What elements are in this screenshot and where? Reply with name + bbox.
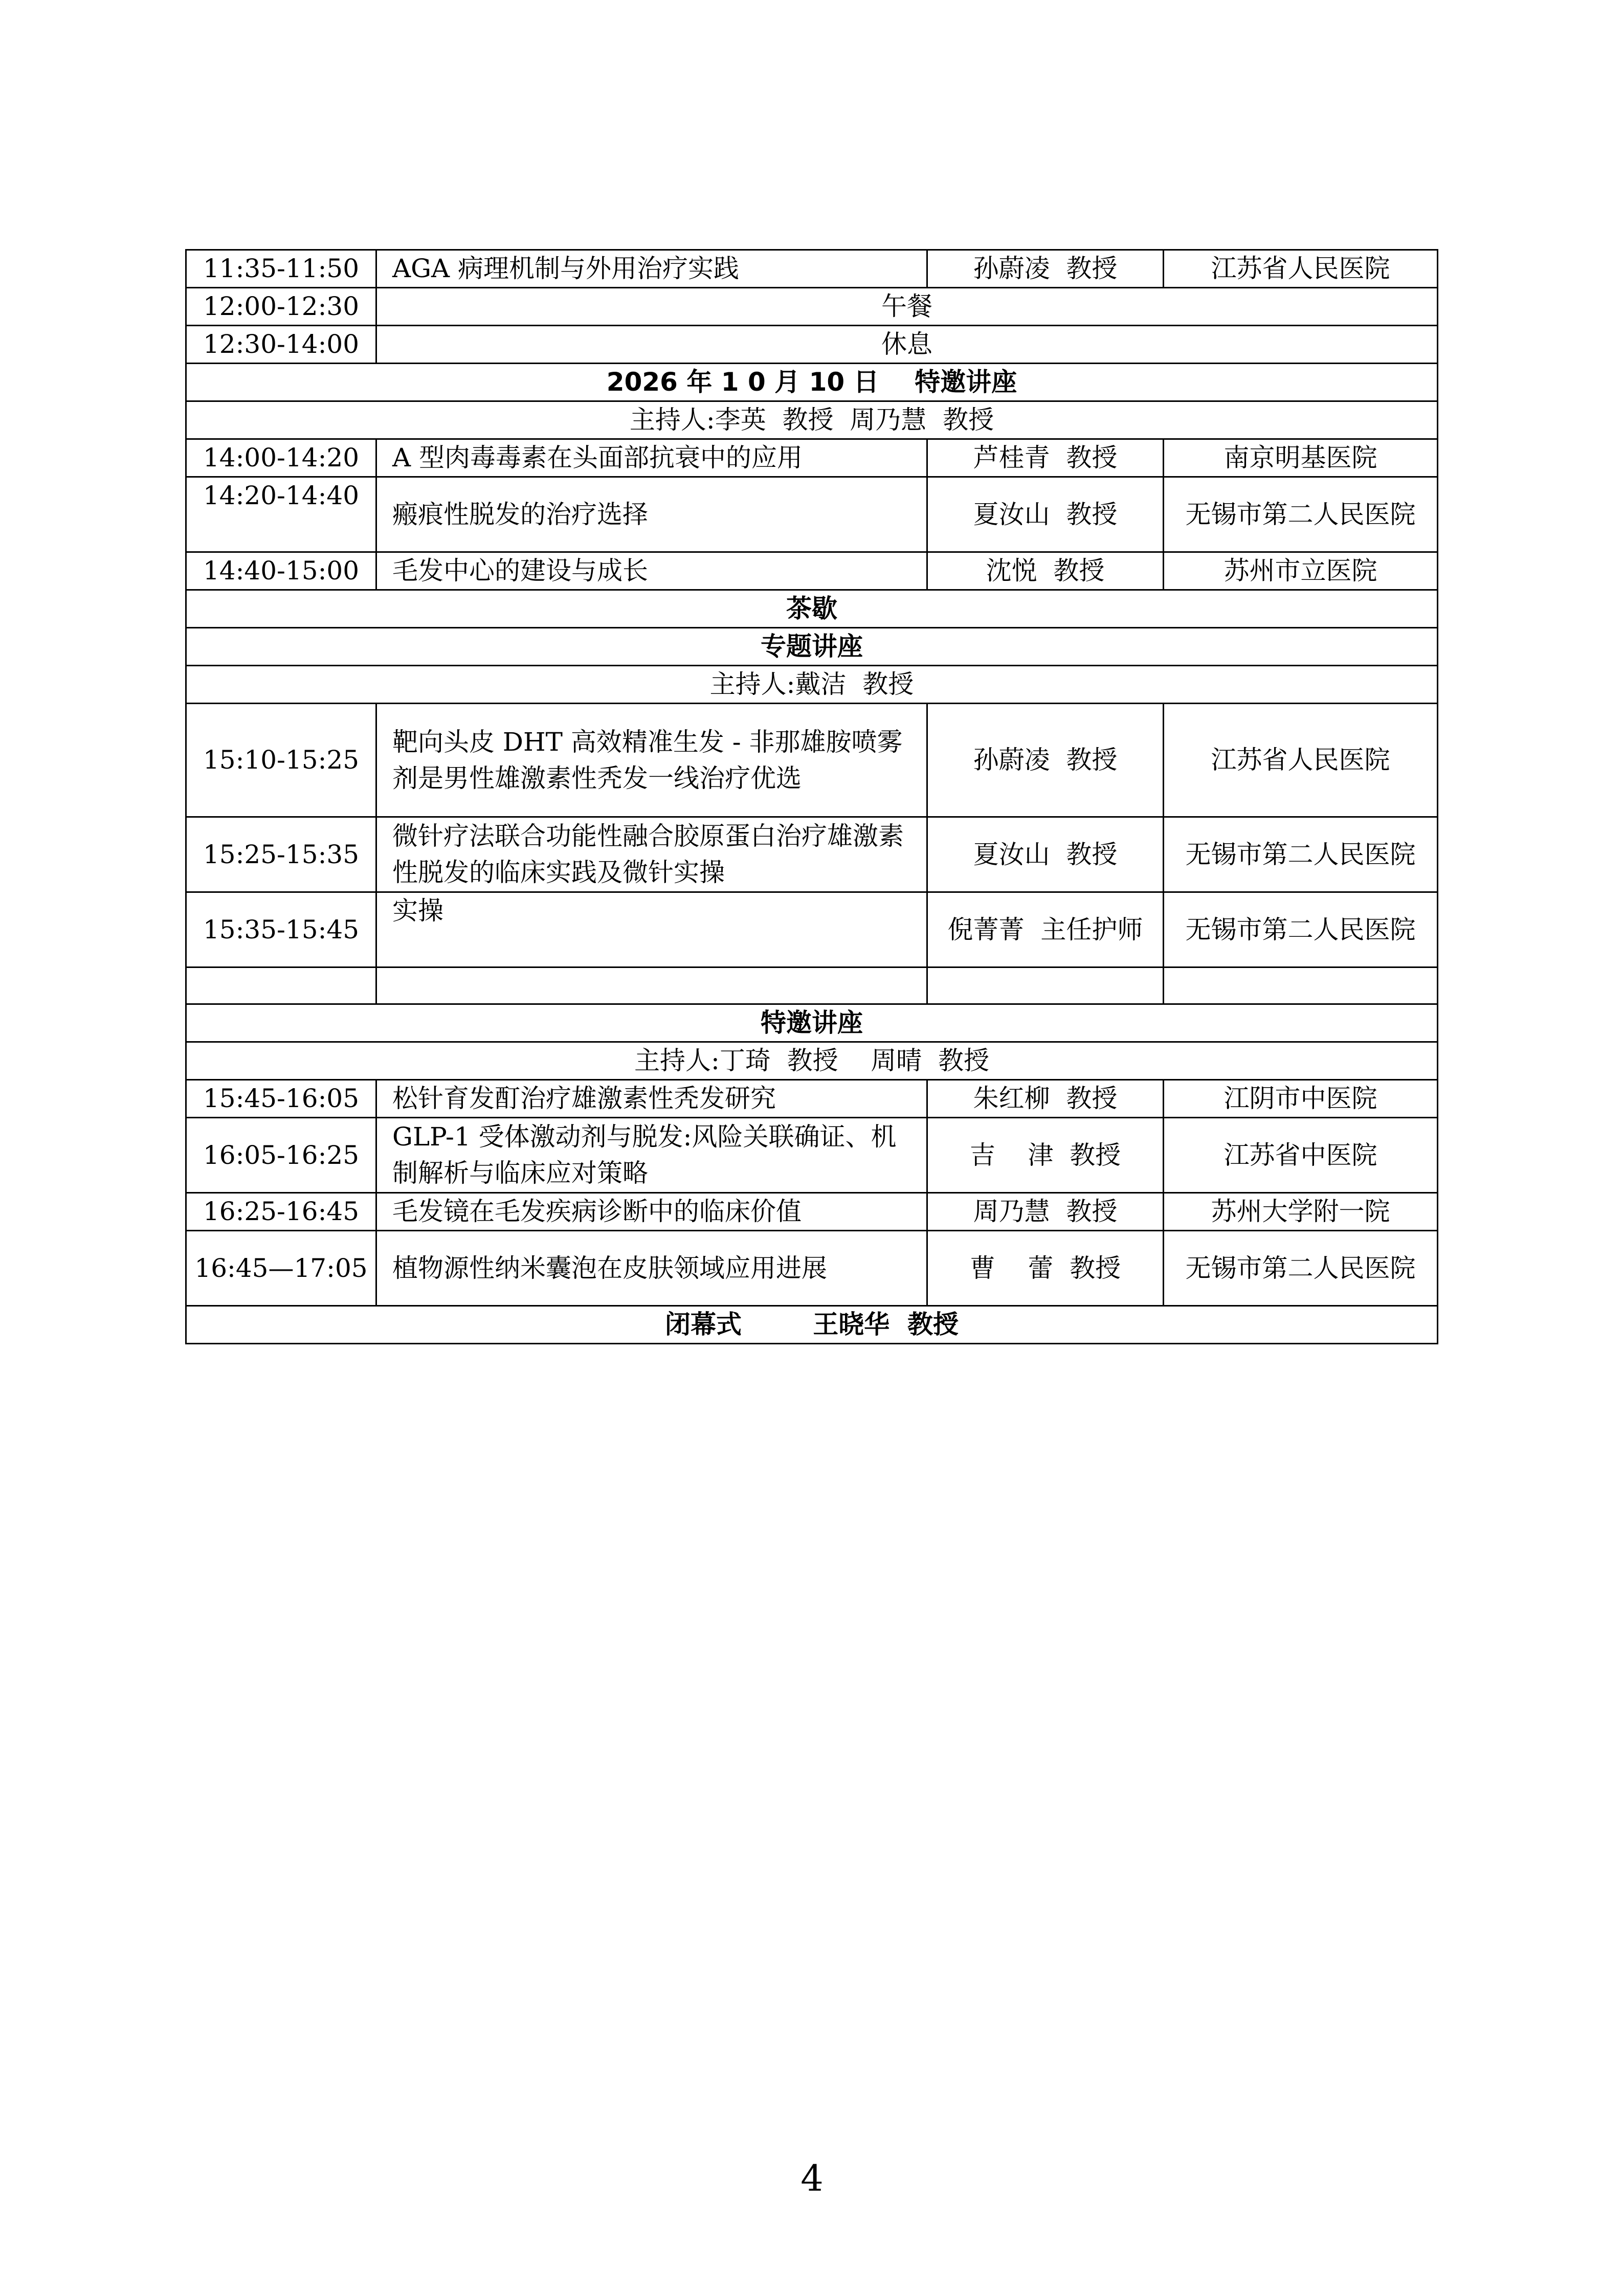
speaker-cell: 吉 津 教授 xyxy=(927,1118,1164,1193)
section-header: 专题讲座 xyxy=(186,628,1438,666)
time-cell: 12:00-12:30 xyxy=(186,288,376,326)
institution-cell: 南京明基医院 xyxy=(1164,439,1438,477)
blank-cell xyxy=(927,967,1164,1004)
speaker-cell: 周乃慧 教授 xyxy=(927,1193,1164,1231)
time-cell: 16:45—17:05 xyxy=(186,1231,376,1306)
talk-row xyxy=(186,250,1438,288)
talk-row xyxy=(186,439,1438,477)
talk-row xyxy=(186,477,1438,552)
topic-cell: 植物源性纳米囊泡在皮肤领域应用进展 xyxy=(376,1231,927,1306)
blank-cell xyxy=(186,967,376,1004)
talk-row xyxy=(186,704,1438,817)
section-header-row xyxy=(186,1306,1438,1344)
talk-row xyxy=(186,817,1438,892)
section-header-row xyxy=(186,364,1438,401)
speaker-cell: 沈悦 教授 xyxy=(927,552,1164,590)
time-cell: 15:25-15:35 xyxy=(186,817,376,892)
institution-cell: 江阴市中医院 xyxy=(1164,1080,1438,1118)
talk-row xyxy=(186,892,1438,967)
topic-cell: 松针育发酊治疗雄激素性秃发研究 xyxy=(376,1080,927,1118)
section-header-row xyxy=(186,590,1438,628)
topic-cell: A 型肉毒毒素在头面部抗衰中的应用 xyxy=(376,439,927,477)
section-header: 特邀讲座 xyxy=(186,1004,1438,1042)
institution-cell: 江苏省人民医院 xyxy=(1164,250,1438,288)
page-number: 4 xyxy=(800,2157,824,2199)
time-cell: 15:35-15:45 xyxy=(186,892,376,967)
institution-cell: 苏州市立医院 xyxy=(1164,552,1438,590)
time-cell: 12:30-14:00 xyxy=(186,326,376,364)
speaker-cell: 芦桂青 教授 xyxy=(927,439,1164,477)
host-row xyxy=(186,666,1438,704)
time-cell: 16:05-16:25 xyxy=(186,1118,376,1193)
topic-cell: 靶向头皮 DHT 高效精准生发 - 非那雄胺喷雾剂是男性雄激素性秃发一线治疗优选 xyxy=(376,704,927,817)
speaker-cell: 孙蔚凌 教授 xyxy=(927,704,1164,817)
topic-cell: GLP-1 受体激动剂与脱发:风险关联确证、机制解析与临床应对策略 xyxy=(376,1118,927,1193)
topic-cell: 瘢痕性脱发的治疗选择 xyxy=(376,477,927,552)
schedule-table xyxy=(185,249,1438,1344)
topic-cell: 毛发中心的建设与成长 xyxy=(376,552,927,590)
blank-cell xyxy=(1164,967,1438,1004)
host-row xyxy=(186,401,1438,439)
topic-cell: AGA 病理机制与外用治疗实践 xyxy=(376,250,927,288)
closing-ceremony: 闭幕式 王晓华 教授 xyxy=(186,1306,1438,1344)
section-header-row xyxy=(186,1004,1438,1042)
speaker-cell: 夏汝山 教授 xyxy=(927,817,1164,892)
speaker-cell: 夏汝山 教授 xyxy=(927,477,1164,552)
time-cell: 14:40-15:00 xyxy=(186,552,376,590)
host-label: 主持人:李英 教授 周乃慧 教授 xyxy=(186,401,1438,439)
time-cell: 15:45-16:05 xyxy=(186,1080,376,1118)
event-row xyxy=(186,326,1438,364)
institution-cell: 江苏省人民医院 xyxy=(1164,704,1438,817)
section-header: 茶歇 xyxy=(186,590,1438,628)
blank-row xyxy=(186,967,1438,1004)
speaker-cell: 倪菁菁 主任护师 xyxy=(927,892,1164,967)
institution-cell: 无锡市第二人民医院 xyxy=(1164,892,1438,967)
topic-cell: 毛发镜在毛发疾病诊断中的临床价值 xyxy=(376,1193,927,1231)
time-cell: 11:35-11:50 xyxy=(186,250,376,288)
time-cell: 16:25-16:45 xyxy=(186,1193,376,1231)
event-label: 午餐 xyxy=(376,288,1438,326)
time-cell: 14:20-14:40 xyxy=(186,477,376,552)
section-header-row xyxy=(186,628,1438,666)
talk-row xyxy=(186,552,1438,590)
institution-cell: 无锡市第二人民医院 xyxy=(1164,817,1438,892)
talk-row xyxy=(186,1231,1438,1306)
speaker-cell: 孙蔚凌 教授 xyxy=(927,250,1164,288)
schedule-body xyxy=(186,250,1438,1344)
blank-cell xyxy=(376,967,927,1004)
time-cell: 14:00-14:20 xyxy=(186,439,376,477)
host-label: 主持人:丁琦 教授 周晴 教授 xyxy=(186,1042,1438,1080)
topic-cell: 实操 xyxy=(376,892,927,967)
speaker-cell: 朱红柳 教授 xyxy=(927,1080,1164,1118)
section-header: 2026 年 1 0 月 10 日 特邀讲座 xyxy=(186,364,1438,401)
host-row xyxy=(186,1042,1438,1080)
event-label: 休息 xyxy=(376,326,1438,364)
institution-cell: 无锡市第二人民医院 xyxy=(1164,1231,1438,1306)
speaker-cell: 曹 蕾 教授 xyxy=(927,1231,1164,1306)
time-cell: 15:10-15:25 xyxy=(186,704,376,817)
topic-cell: 微针疗法联合功能性融合胶原蛋白治疗雄激素性脱发的临床实践及微针实操 xyxy=(376,817,927,892)
institution-cell: 无锡市第二人民医院 xyxy=(1164,477,1438,552)
institution-cell: 苏州大学附一院 xyxy=(1164,1193,1438,1231)
talk-row xyxy=(186,1193,1438,1231)
talk-row xyxy=(186,1080,1438,1118)
event-row xyxy=(186,288,1438,326)
institution-cell: 江苏省中医院 xyxy=(1164,1118,1438,1193)
host-label: 主持人:戴洁 教授 xyxy=(186,666,1438,704)
talk-row xyxy=(186,1118,1438,1193)
